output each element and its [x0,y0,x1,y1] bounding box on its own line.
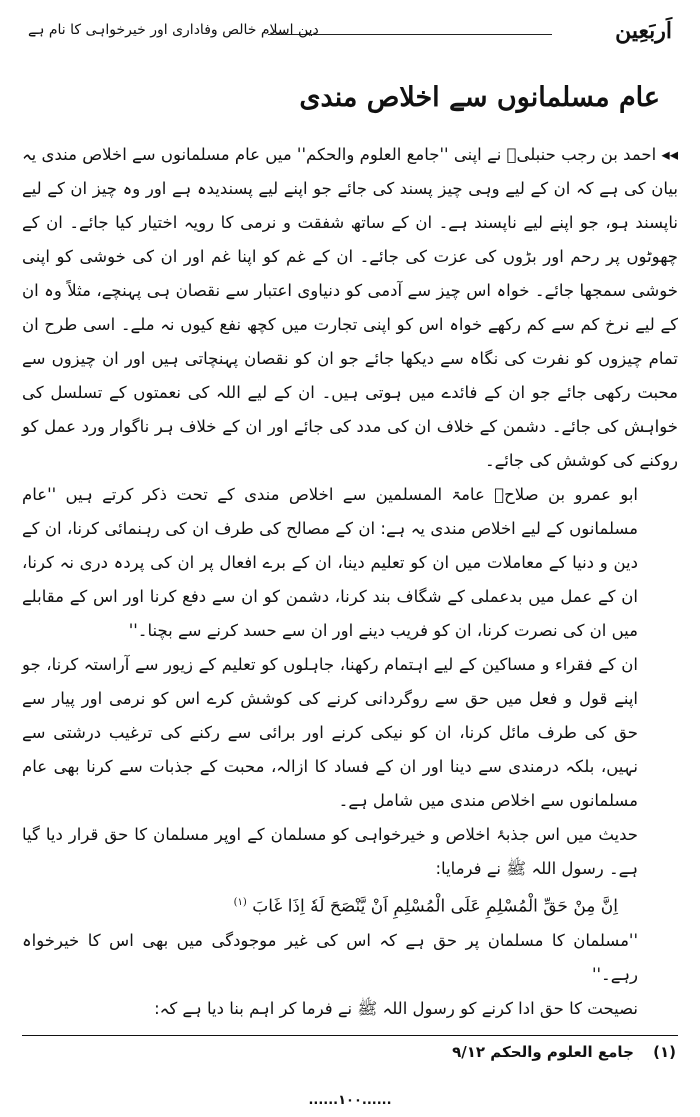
paragraph-4: حدیث میں اس جذبۂ اخلاص و خیرخواہی کو مسلمان کے اوپر مسلمان کا حق قرار دیا گیا ہے۔ رسول اللہ ﷺ نے فرمایا: [22,825,638,878]
page-header [28,18,672,58]
page-number: ......۱۰۰...... [308,1093,392,1108]
paragraph-1: ◂◂ احمد بن رجب حنبلیؒ نے اپنی ''جامع العلوم والحکم'' میں عام مسلمانوں سے اخلاص مندی یہ بیان کی ہے کہ ان کے لیے وہی چیز پسند کی جائے جو اپنے لیے پسندیدہ ہے اور وہ چیز ان کے لیے ناپسند ہو، جو اپنے لیے ناپسند ہے۔ ان کے ساتھ شفقت و نرمی کا رویہ اختیار کیا جائے۔ ان کے چھوٹوں پر رحم اور بڑوں کی عزت کی جائے۔ ان کے غم کو اپنا غم اور ان کی خوشی کو اپنی خوشی سمجھا جائے۔ خواہ اس چیز سے آدمی کو دنیاوی اعتبار سے نقصان ہی پہنچے، مثلاً وہ ان کے لیے نرخ کم سے کم رکھے خواہ اس کو اپنی تجارت میں کچھ نفع کیوں نہ ملے۔ اسی طرح ان تمام چیزوں کو نفرت کی نگاہ سے دیکھا جائے جو ان کو نقصان پہنچاتی ہیں اور ان چیزوں سے محبت رکھی جائے جو ان کے فائدے میں ہوتی ہیں۔ ان کے لیے اللہ کی نعمتوں کے تسلسل کی خواہش کی جائے۔ دشمن کے خلاف ان کی مدد کی جائے اور ان کے خلاف ہر ناگوار ورد عمل کو روکنے کی کوشش کی جائے۔ [22,145,678,470]
footnote-text: جامع العلوم والحکم ۹/۱۲ [452,1043,634,1061]
closing-line: نصیحت کا حق ادا کرنے کو رسول اللہ ﷺ نے فرما کر اہم بنا دیا ہے کہ: [154,998,638,1018]
body-text [22,138,678,1026]
book-title: اَربَعِین [615,18,672,44]
hadith-translation: ''مسلمان کا مسلمان پر حق ہے کہ اس کی غیر موجودگی میں بھی اس کا خیرخواہ رہے۔'' [22,930,638,984]
paragraph-3: ان کے فقراء و مساکین کے لیے اہتمام رکھنا، جاہلوں کو تعلیم کے زیور سے آراستہ کرنا، جو اپنے قول و فعل میں حق سے روگردانی کرنے کی کوشش کرے اس کو نرمی اور پیار سے حق کی طرف مائل کرنا، ان کو نیکی کرنے اور برائی سے رکنے کی ترغیب درشتی سے نہیں، بلکہ درمندی سے دینا اور ان کے فساد کا ازالہ، محبت کے جذبات سے کرنا بھی عام مسلمانوں سے اخلاص مندی میں شامل ہے۔ [22,655,638,810]
hadith-arabic-text: اِنَّ مِنْ حَقِّ الْمُسْلِمِ عَلَی الْمُسْلِمِ اَنْ یَّنْصَحَ لَهٗ اِذَا غَابَ [252,896,618,917]
hadith-reference-marker: (۱) [233,897,247,908]
footnote-rule [22,1035,678,1036]
chapter-title: دین اسلام خالص وفاداری اور خیرخواہی کا نام ہے [28,22,319,38]
footnote-number: (۱) [653,1043,676,1061]
hadith-arabic-line [22,886,678,924]
section-title: عام مسلمانوں سے اخلاص مندی [299,82,660,113]
paragraph-2: ابو عمرو بن صلاحؒ عامۃ المسلمین سے اخلاص مندی کے تحت ذکر کرتے ہیں ''عام مسلمانوں کے لیے اخلاص مندی یہ ہے: ان کے مصالح کی طرف ان کی رہنمائی کرنا، ان کے دین و دنیا کے معاملات میں ان کو تعلیم دینا، ان کے برے افعال پر ان کی پردہ دری نہ کرنا، ان کے عمل میں بدعملی کے شگاف بند کرنا، دشمن کو ان سے دفع کرنا اور اس کے مقابلے میں ان کی نصرت کرنا، ان کو فریب دینے اور ان سے حسد کرنے سے بچنا۔'' [22,485,638,640]
footnote [24,1043,676,1061]
